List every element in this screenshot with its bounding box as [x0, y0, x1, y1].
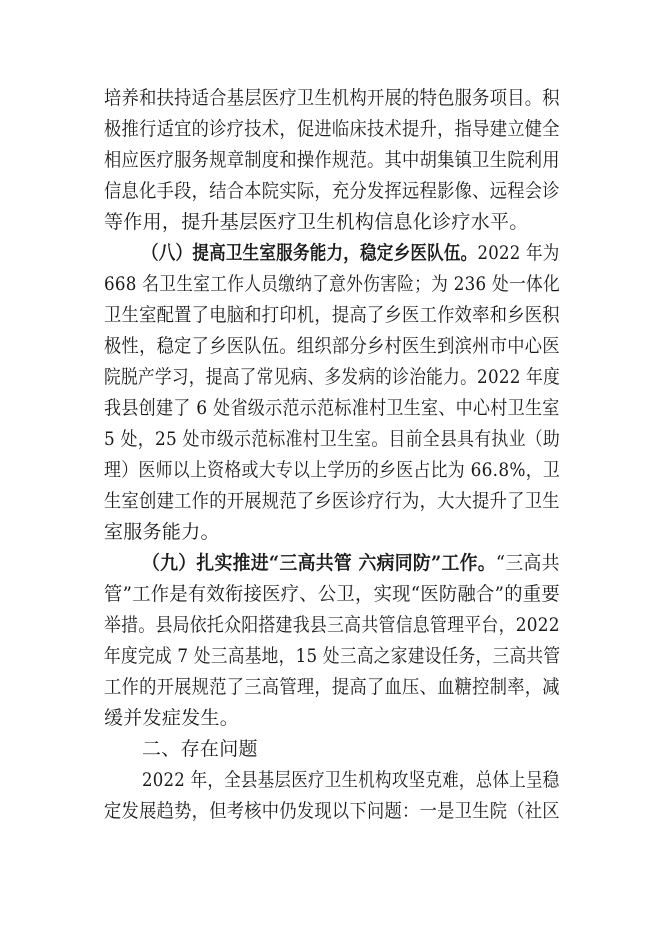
- text-line: 年度完成 7 处三高基地，15 处三高之家建设任务，三高共管: [104, 645, 561, 667]
- text-line: 举措。县局依托众阳搭建我县三高共管信息管理平台，2022: [104, 614, 560, 636]
- text-line: 定发展趋势，但考核中仍发现以下问题：一是卫生院（社区: [104, 800, 560, 822]
- text-line: 相应医疗服务规章制度和操作规范。其中胡集镇卫生院利用: [104, 149, 560, 171]
- text-line: 668 名卫生室工作人员缴纳了意外伤害险；为 236 处一体化: [104, 273, 560, 295]
- text-line: 院脱产学习，提高了常见病、多发病的诊治能力。2022 年度: [104, 366, 561, 388]
- section-heading-line: （八）提高卫生室服务能力，稳定乡医队伍。2022 年为: [142, 242, 560, 264]
- text-line: 2022 年，全县基层医疗卫生机构攻坚克难，总体上呈稳: [142, 769, 560, 791]
- text-line: 我县创建了 6 处省级示范示范标准村卫生室、中心村卫生室: [104, 397, 560, 419]
- text-line: 培养和扶持适合基层医疗卫生机构开展的特色服务项目。积: [104, 87, 560, 109]
- text-line: 信息化手段，结合本院实际，充分发挥远程影像、远程会诊: [104, 180, 560, 202]
- chapter-heading: 二、存在问题: [142, 738, 258, 760]
- text-line: 极推行适宜的诊疗技术，促进临床技术提升，指导建立健全: [104, 118, 560, 140]
- section-heading-line: （九）扎实推进“三高共管 六病同防”工作。“三高共: [142, 552, 560, 574]
- chapter-heading-line: [142, 733, 258, 765]
- text-line: 生室创建工作的开展规范了乡医诊疗行为，大大提升了卫生: [104, 490, 560, 512]
- section-heading: （八）提高卫生室服务能力，稳定乡医队伍。: [142, 242, 478, 264]
- text-line: 极性，稳定了乡医队伍。组织部分乡村医生到滨州市中心医: [104, 335, 560, 357]
- text-line: 5 处，25 处市级示范标准村卫生室。目前全县具有执业（助: [104, 428, 561, 450]
- text-line: 等作用，提升基层医疗卫生机构信息化诊疗水平。: [104, 211, 529, 233]
- text-line: 室服务能力。: [104, 521, 220, 543]
- section-heading: （九）扎实推进“三高共管 六病同防”工作。: [142, 552, 496, 574]
- text-line: 工作的开展规范了三高管理，提高了血压、血糖控制率，减: [104, 676, 560, 698]
- text-line: 卫生室配置了电脑和打印机，提高了乡医工作效率和乡医积: [104, 304, 560, 326]
- text-line: 理）医师以上资格或大专以上学历的乡医占比为 66.8%，卫: [104, 459, 561, 481]
- text-line: 管”工作是有效衔接医疗、公卫，实现“医防融合”的重要: [104, 583, 560, 605]
- text-line: 缓并发症发生。: [104, 707, 240, 729]
